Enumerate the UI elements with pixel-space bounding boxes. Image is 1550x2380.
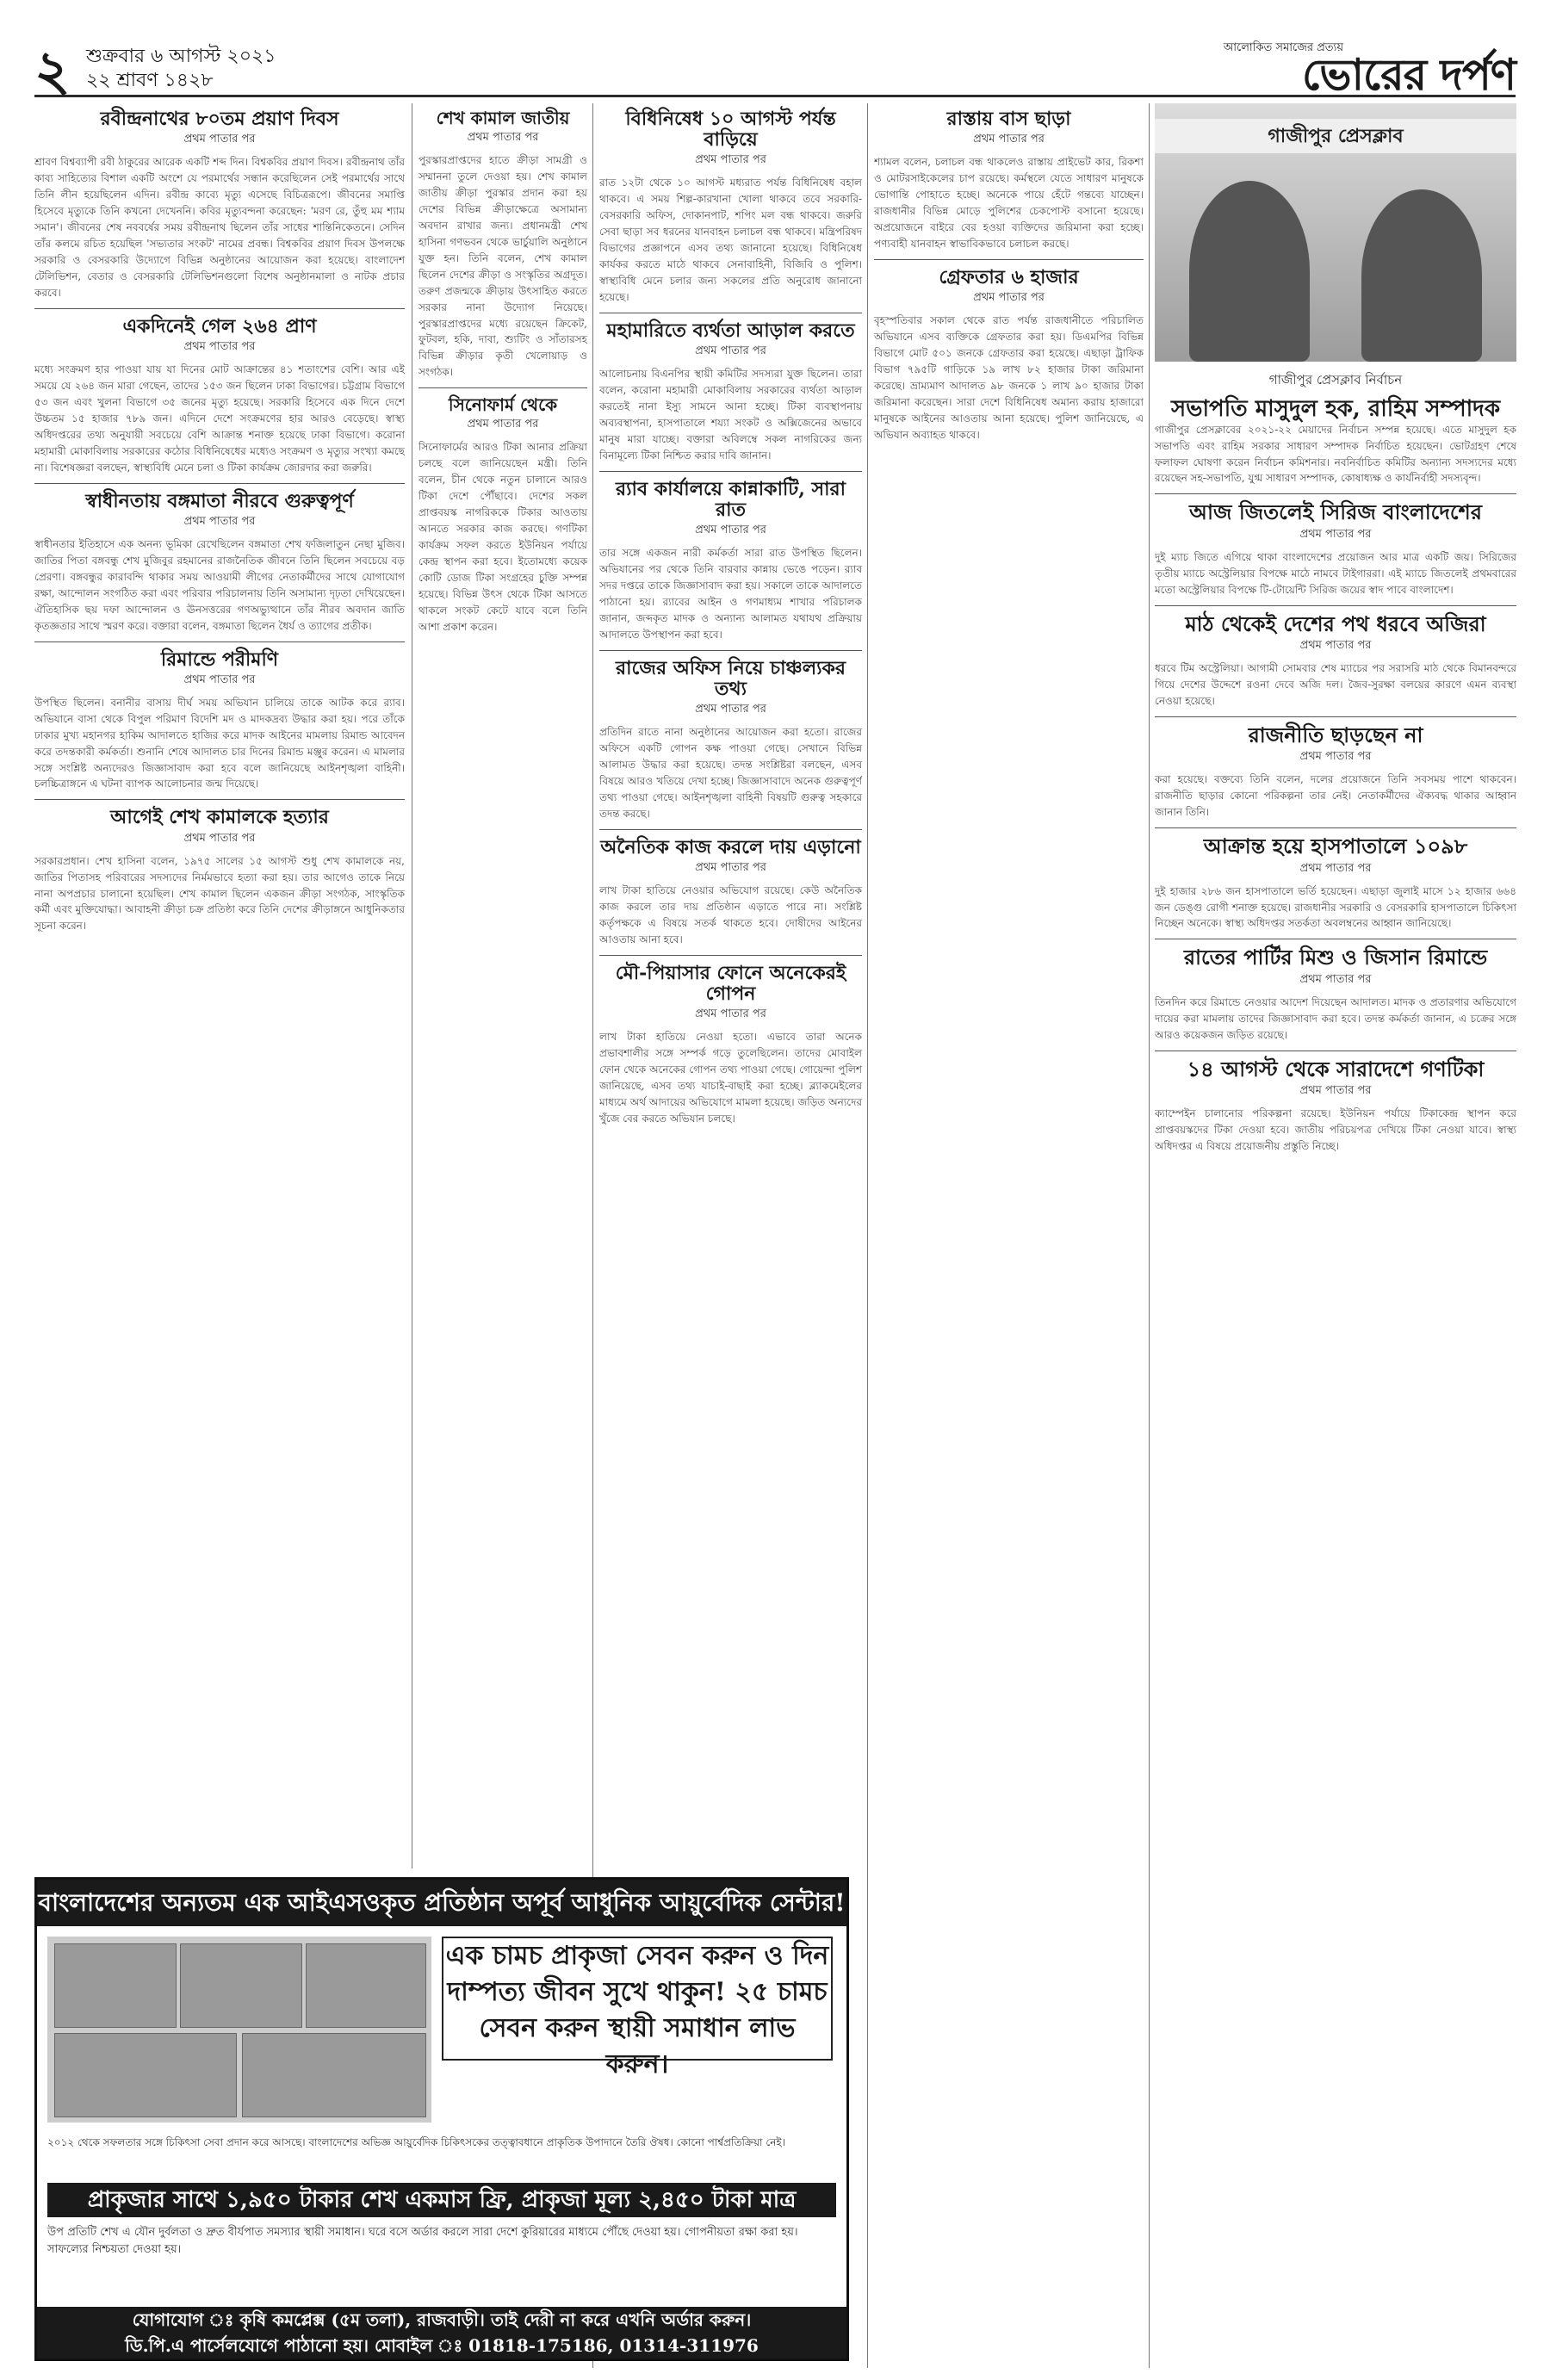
article-body: প্রতিদিন রাতে নানা অনুষ্ঠানের আয়োজন করা হতো। রাজের অফিসে একটি গোপন কক্ষ পাওয়া গেছে। সেখানে বিভিন্ন আলামত উদ্ধার করা হয়েছে। তদন্ত সংশ্লিষ্টরা বলছেন, এসব বিষয়ে আরও খতিয়ে দেখা হচ্ছে। জিজ্ঞাসাবাদে অনেক গুরুত্বপূর্ণ তথ্য পাওয়া গেছে। আইনশৃঙ্খলা বাহিনী বিষয়টি গুরুত্ব সহকারে তদন্ত করছে।: [599, 726, 862, 821]
divider: [34, 641, 405, 642]
divider: [1155, 716, 1516, 717]
article-body: বৃহস্পতিবার সকাল থেকে রাত পর্যন্ত রাজধানীতে পরিচালিত অভিযানে এসব ব্যক্তিকে গ্রেফতার করা হয়। ডিএমপির বিভিন্ন বিভাগে মোট ৫০১ জনকে গ্রেফতার করা হয়েছে। এছাড়া ট্রাফিক বিভাগ ৭৯৫টি গাড়িকে ১৯ লাখ ৮২ হাজার টাকা জরিমানা করেছে। ভ্রাম্যমাণ আদালত ৯৮ জনকে ১ লাখ ৯০ হাজার টাকা জরিমানা করেছেন। সারা দেশে বিধিনিষেধ অমান্য করায় হাজারো মানুষকে আইনের আওতায় আনা হয়েছে। পুলিশ জানিয়েছে, এ অভিযান অব্যাহত থাকবে।: [874, 314, 1144, 441]
date-gregorian: শুক্রবার ৬ আগস্ট ২০২১: [86, 46, 276, 67]
headline-aussies: মাঠ থেকেই দেশের পথ ধরবে অজিরা: [1185, 610, 1486, 636]
continued-label: প্রথম পাতার পর: [183, 831, 256, 845]
headline-remand: রিমান্ডে পরীমণি: [160, 648, 279, 671]
newspaper-logo: ভোরের দর্পণ: [1302, 49, 1516, 100]
photo-banner: গাজীপুর প্রেসক্লাব: [1155, 119, 1516, 153]
article-body: ধরবে টিম অস্ট্রেলিয়া। আগামী সোমবার শেষ ম্যাচের পর সরাসরি মাঠ থেকে বিমানবন্দরে গিয়ে দেশের উদ্দেশে রওনা দেবে অজি দল। জৈব-সুরক্ষা বলয়ের কারণে এমন ব্যবস্থা নেওয়া হয়েছে।: [1155, 662, 1516, 707]
headline-arrests: গ্রেফতার ৬ হাজার: [939, 265, 1079, 288]
divider: [599, 471, 862, 472]
divider: [34, 483, 405, 484]
continued-label: প্রথম পাতার পর: [695, 153, 766, 167]
article-body: মধ্যে সংক্রমণ হার পাওয়া যায় যা দিনের মোট আক্রান্তের ৪১ শতাংশের বেশি। আর এই সময়ে যে ২৬৪ জন মারা গেছেন, তাদের ১৫৩ জন ছিলেন ঢাকা বিভাগের। চট্টগ্রাম বিভাগে ৫৩ জন এবং খুলনা বিভাগে ৩৫ জনের মৃত্যু হয়েছে। সরকারি হিসেবে এক দিনে দেশে উচ্চতম ১৫ হাজার ৭৮৯ জন। এদিনে দেশে সংক্রমণের হার আরও বেড়েছে। স্বাস্থ্য অধিদপ্তরের তথ্য অনুযায়ী সবচেয়ে বেশি আক্রান্ত শনাক্ত হয়েছে ঢাকা বিভাগে। করোনা মহামারী মোকাবিলায় সরকারের কঠোর বিধিনিষেধের মধ্যেও সংক্রমণ ও মৃত্যুর সংখ্যা কমছে না। বিশেষজ্ঞরা বলছেন, স্বাস্থ্যবিধি মেনে চলা ও টিকা কার্যক্রম জোরদার করা জরুরি।: [34, 363, 405, 474]
article-body: ক্যাম্পেইন চালানোর পরিকল্পনা রয়েছে। ইউনিয়ন পর্যায়ে টিকাকেন্দ্র স্থাপন করে প্রাপ্তবয়স্কদের টিকা দেওয়া হবে। জাতীয় পরিচয়পত্র দেখিয়ে টিকা নেওয়া যাবে। স্বাস্থ্য অধিদপ্তর এ বিষয়ে প্রয়োজনীয় প্রস্তুতি নিচ্ছে।: [1155, 1107, 1516, 1152]
continued-label: প্রথম পাতার পর: [1299, 861, 1372, 875]
continued-label: প্রথম পাতার পর: [183, 133, 256, 146]
divider: [599, 955, 862, 956]
headline-sinopharm: সিনোফার্ম থেকে: [448, 394, 558, 416]
continued-label: প্রথম পাতার পর: [467, 131, 539, 144]
ad-details: উপ প্রতিটি শেখ এ যৌন দুর্বলতা ও দ্রুত বীর্যপাত সমস্যার স্থায়ী সমাধান। ঘরে বসে অর্ডার করলে সারা দেশে কুরিয়ারের মাধ্যমে পৌঁছে দেওয়া হয়। গোপনীয়তা রক্ষা করা হয়। সাফল্যের নিশ্চয়তা দেওয়া হয়।: [47, 2226, 798, 2257]
person-silhouette: [1361, 189, 1482, 362]
ayurvedic-advertisement: [34, 1877, 849, 2361]
headline-press-club: সভাপতি মাসুদুল হক, রাহিম সম্পাদক: [1170, 396, 1501, 422]
headline-tagore: রবীন্দ্রনাথের ৮০তম প্রয়াণ দিবস: [100, 108, 339, 130]
continued-label: প্রথম পাতার পর: [973, 133, 1045, 146]
headline-rab: র‍্যাব কার্যালয়ে কান্নাকাটি, সারা রাত: [616, 477, 846, 522]
article-body: সরকারপ্রধান। শেখ হাসিনা বলেন, ১৯৭৫ সালের ১৫ আগস্ট শুধু শেখ কামালকে নয়, জাতির পিতাসহ পরিবারের সদস্যদের নির্মমভাবে হত্যা করা হয়। তার আগেও তাকে নিয়ে নানা অপপ্রচার চালানো হয়েছিল। শেখ কামাল ছিলেন একজন ক্রীড়া সংগঠক, সাংস্কৃতিক কর্মী এবং মুক্তিযোদ্ধা। আবাহনী ক্রীড়া চক্র প্রতিষ্ঠা করে তিনি দেশের ক্রীড়াঙ্গনে আধুনিকতার সূচনা করেন।: [34, 854, 405, 933]
article-body: করা হয়েছে। বক্তব্যে তিনি বলেন, দলের প্রয়োজনে তিনি সবসময় পাশে থাকবেন। রাজনীতি ছাড়ার কোনো পরিকল্পনা তার নেই। নেতাকর্মীদের ঐক্যবদ্ধ থাকার আহ্বান জানান তিনি।: [1155, 773, 1516, 819]
headline-unethical: অনৈতিক কাজ করলে দায় এড়ানো: [600, 836, 861, 859]
article-body: তিনদিন করে রিমান্ডে নেওয়ার আদেশ দিয়েছেন আদালত। মাদক ও প্রতারণার অভিযোগে দায়ের করা মামলায় তাদের জিজ্ঞাসাবাদ করা হবে। তদন্ত কর্মকর্তা জানান, এ চক্রের সঙ্গে আরও কয়েকজন জড়িত রয়েছে।: [1155, 995, 1516, 1041]
headline-hospital: আক্রান্ত হয়ে হাসপাতালে ১০৯৮: [1203, 834, 1468, 859]
ad-price-banner: প্রাকৃজার সাথে ১,৯৫০ টাকার শেখ একমাস ফ্রি, প্রাকৃজা মূল্য ২,৪৫০ টাকা মাত্র: [47, 2183, 836, 2217]
ad-photo: [242, 2033, 426, 2117]
continued-label: প্রথম পাতার পর: [695, 524, 766, 537]
continued-label: প্রথম পাতার পর: [183, 339, 256, 353]
continued-label: প্রথম পাতার পর: [183, 672, 256, 686]
continued-label: প্রথম পাতার পর: [973, 291, 1045, 305]
column-rule: [867, 103, 868, 2368]
ad-address: যোগাযোগ ঃ কৃষি কমপ্লেক্স (৫ম তলা), রাজবাড়ী। তাই দেরী না করে এখনি অর্ডার করুন।: [132, 2309, 752, 2330]
column-2: [418, 103, 587, 1869]
divider: [599, 650, 862, 651]
article-body: দুই ম্যাচ জিতে এগিয়ে থাকা বাংলাদেশের প্রয়োজন আর মাত্র একটি জয়। সিরিজের তৃতীয় ম্যাচে অস্ট্রেলিয়ার বিপক্ষে মাঠে নামবে টাইগাররা। এই ম্যাচে জিতলেই প্রথমবারের মতো অস্ট্রেলিয়ার বিপক্ষে টি-টোয়েন্টি সিরিজ জয়ের স্বাদ পাবে বাংলাদেশ।: [1155, 550, 1516, 596]
ad-photo: [180, 1943, 302, 2028]
headline-party-remand: রাতের পার্টির মিশু ও জিসান রিমান্ডে: [1183, 945, 1488, 970]
ad-headline: বাংলাদেশের অন্যতম এক আইএসওকৃত প্রতিষ্ঠান অপূর্ব আধুনিক আয়ুর্বেদিক সেন্টার!: [37, 1880, 846, 1926]
headline-series: আজ জিতলেই সিরিজ বাংলাদেশের: [1189, 499, 1482, 525]
article-body: গাজীপুর প্রেসক্লাবের ২০২১-২২ মেয়াদের নির্বাচন সম্পন্ন হয়েছে। এতে মাসুদুল হক সভাপতি এবং রাহিম সরকার সাধারণ সম্পাদক নির্বাচিত হয়েছেন। ভোটগ্রহণ শেষে ফলাফল ঘোষণা করেন নির্বাচন কমিশনার। নবনির্বাচিত কমিটির অন্যান্য সদস্যদের মধ্যে রয়েছেন সহ-সভাপতি, যুগ্ম সাধারণ সম্পাদক, কোষাধ্যক্ষ ও কার্যনির্বাহী সদস্যবৃন্দ।: [1155, 423, 1516, 485]
date-bangla: ২২ শ্রাবণ ১৪২৮: [86, 70, 214, 91]
article-body: সিনোফার্মের আরও টিকা আনার প্রক্রিয়া চলছে বলে জানিয়েছেন মন্ত্রী। তিনি বলেন, চীন থেকে নতুন চালানে আরও টিকা দেশে পৌঁছাবে। দেশের সকল প্রাপ্তবয়স্ক নাগরিককে টিকার আওতায় আনতে সরকার কাজ করছে। গণটিকা কার্যক্রম সফল করতে ইউনিয়ন পর্যায়ে কেন্দ্র স্থাপন করা হবে। ইতোমধ্যে কয়েক কোটি ডোজ টিকা সংগ্রহের চুক্তি সম্পন্ন হয়েছে। বিভিন্ন উৎস থেকে টিকা আসতে থাকলে সংকট কেটে যাবে বলে তিনি আশা প্রকাশ করেন।: [418, 441, 587, 633]
headline-mou-piyasa: মৌ-পিয়াসার ফোনে অনেকেরই গোপন: [615, 962, 846, 1006]
continued-label: প্রথম পাতার পর: [1299, 1084, 1372, 1098]
photo-caption: গাজীপুর প্রেসক্লাব নির্বাচন: [1268, 372, 1403, 387]
page-number: ২: [34, 39, 71, 103]
continued-label: প্রথম পাতার পর: [695, 1007, 766, 1021]
article-body: রাত ১২টা থেকে ১০ আগস্ট মধ্যরাত পর্যন্ত বিধিনিষেধ বহাল থাকবে। এ সময় শিল্প-কারখানা খোলা থাকবে তবে সরকারি-বেসরকারি অফিস, দোকানপাট, শপিং মল বন্ধ থাকবে। জরুরি সেবা ছাড়া সব ধরনের যানবাহন চলাচল বন্ধ থাকবে। মন্ত্রিপরিষদ বিভাগের প্রজ্ঞাপনে এসব তথ্য জানানো হয়েছে। বিধিনিষেধ কার্যকর করতে মাঠে থাকবে সেনাবাহিনী, বিজিবি ও পুলিশ। স্বাস্থ্যবিধি মেনে চলার জন্য সকলের প্রতি অনুরোধ জানানো হয়েছে।: [599, 177, 862, 304]
continued-label: প্রথম পাতার পর: [467, 418, 539, 431]
ad-contact: [37, 2307, 846, 2358]
page-header: [34, 34, 1516, 103]
article-body: পুরস্কারপ্রাপ্তদের হাতে ক্রীড়া সামগ্রী ও সম্মাননা তুলে দেওয়া হয়। শেখ কামাল জাতীয় ক্রীড়া পুরস্কার প্রদান করা হয় দেশের বিভিন্ন ক্রীড়াক্ষেত্রে অসামান্য অবদান রাখার জন্য। প্রধানমন্ত্রী শেখ হাসিনা গণভবন থেকে ভার্চুয়ালি অনুষ্ঠানে যুক্ত হন। তিনি বলেন, শেখ কামাল ছিলেন দেশের ক্রীড়া ও সংস্কৃতির অগ্রদূত। তরুণ প্রজন্মকে ক্রীড়ায় উৎসাহিত করতে সরকার নানা উদ্যোগ নিয়েছে। পুরস্কারপ্রাপ্তদের মধ্যে রয়েছেন ক্রিকেট, ফুটবল, হকি, দাবা, শ্যুটিং ও সাঁতারসহ বিভিন্ন ক্রীড়ার কৃতী খেলোয়াড় ও সংগঠক।: [418, 154, 587, 379]
continued-label: প্রথম পাতার পর: [695, 703, 766, 716]
person-silhouette: [1189, 181, 1310, 362]
continued-label: প্রথম পাতার পর: [1299, 750, 1372, 764]
ad-phone: ডি.পি.এ পার্সেলযোগে পাঠানো হয়। মোবাইল ঃ 01818-175186, 01314-311976: [125, 2335, 759, 2356]
continued-label: প্রথম পাতার পর: [695, 344, 766, 358]
headline-restrictions: বিধিনিষেধ ১০ আগস্ট পর্যন্ত বাড়িয়ে: [625, 108, 836, 152]
article-body: শ্যামল বলেন, চলাচল বন্ধ থাকলেও রাস্তায় প্রাইভেট কার, রিকশা ও মোটরসাইকেলের চাপ রয়েছে। কর্মস্থলে যেতে সাধারণ মানুষকে ভোগান্তি পোহাতে হচ্ছে। অনেকে পায়ে হেঁটে গন্তব্যে যাচ্ছেন। রাজধানীর বিভিন্ন মোড়ে পুলিশের চেকপোস্ট বসানো হয়েছে। অপ্রয়োজনে বাইরে বের হওয়া ব্যক্তিদের জরিমানা করা হচ্ছে। পণ্যবাহী যানবাহন স্বাভাবিকভাবে চলাচল করছে।: [874, 156, 1144, 250]
column-5: [1155, 369, 1516, 2368]
headline-deaths: একদিনেই গেল ২৬৪ প্রাণ: [122, 314, 317, 338]
divider: [418, 387, 587, 388]
article-body: দুই হাজার ২৮৬ জন হাসপাতালে ভর্তি হয়েছেন। এছাড়া জুলাই মাসে ১২ হাজার ৬৬৪ জন ডেঙ্গু রোগী শনাক্ত হয়েছে। রাজধানীর সরকারি ও বেসরকারি হাসপাতালে চিকিৎসা নিচ্ছেন অনেকে। স্বাস্থ্য অধিদপ্তর সতর্কতা অবলম্বনের আহ্বান জানিয়েছে।: [1155, 884, 1516, 930]
divider: [34, 799, 405, 800]
ad-photo: [306, 1943, 426, 2028]
article-body: লাখ টাকা হাতিয়ে নেওয়া হতো। এভাবে তারা অনেক প্রভাবশালীর সঙ্গে সম্পর্ক গড়ে তুলেছিলেন। তাদের মোবাইল ফোন থেকে অনেকের গোপন তথ্য পাওয়া গেছে। গোয়েন্দা পুলিশ জানিয়েছে, এসব তথ্য যাচাই-বাছাই করা হচ্ছে। ব্ল্যাকমেইলের মাধ্যমে অর্থ আদায়ের অভিযোগে মামলা হয়েছে। জড়িত অন্যদের খুঁজে বের করতে অভিযান চলছে।: [599, 1031, 862, 1125]
press-club-photo: [1155, 103, 1516, 362]
ad-photo: [54, 1943, 177, 2028]
divider: [599, 829, 862, 830]
ad-photo-collage: [47, 1937, 431, 2123]
column-1: [34, 103, 405, 1869]
ad-photo: [54, 2033, 237, 2117]
headline-bus: রাস্তায় বাস ছাড়া: [946, 108, 1071, 130]
headline-bangamata: স্বাধীনতায় বঙ্গমাতা নীরবে গুরুত্বপূর্ণ: [85, 489, 354, 512]
ad-body: ২০১২ থেকে সফলতার সঙ্গে চিকিৎসা সেবা প্রদান করে আসছে। বাংলাদেশের অভিজ্ঞ আয়ুর্বেদিক চিকিৎসকের তত্ত্বাবধানে প্রাকৃতিক উপাদানে তৈরি ঔষধ। কোনো পার্শ্বপ্রতিক্রিয়া নেই।: [47, 2136, 785, 2148]
divider: [1155, 605, 1516, 606]
headline-pandemic: মহামারিতে ব্যর্থতা আড়াল করতে: [606, 319, 855, 342]
continued-label: প্রথম পাতার পর: [695, 861, 766, 875]
column-4: [874, 103, 1144, 2368]
headline-mass-vaccination: ১৪ আগস্ট থেকে সারাদেশে গণটিকা: [1187, 1056, 1485, 1082]
headline-sports-award: শেখ কামাল জাতীয়: [436, 108, 570, 128]
headline-politics: রাজনীতি ছাড়ছেন না: [1248, 722, 1423, 747]
logo-tagline: আলোকিত সমাজের প্রত্যয়: [1223, 41, 1343, 54]
article-body: শ্রাবণ বিশ্বব্যাপী রবী ঠাকুরের আরেক একটি শব্দ দিন। বিশ্বকবির প্রয়াণ দিবস। রবীন্দ্রনাথ তাঁর কাব্য সাহিত্যের বিশাল একটি অংশে যে পরমার্থের সন্ধান করেছিলেন সেই পরমার্থের সাথে তিনি লীন হয়েছিলেন এদিন। রবীন্দ্র কাব্যে মৃত্যু এসেছে বিচিত্ররূপে। জীবনের সমাপ্তি হিসেবে মৃত্যুকে তিনি কখনো দেখেননি। কবির মৃত্যুবন্দনা করেছেন: 'মরণ রে, তুঁহু মম শ্যাম সমান'। জীবনের শেষ নববর্ষের সময় রবীন্দ্রনাথ ছিলেন তাঁর সাধের শান্তিনিকেতনে। সেদিন তাঁর কলমে রচিত হয়েছিল 'সভ্যতার সংকট' নামের প্রবন্ধ। বিশ্বকবির প্রয়াণ দিবস উপলক্ষে সরকারি ও বেসরকারি উদ্যোগে বিভিন্ন অনুষ্ঠানের আয়োজন করা হয়েছে। বাংলাদেশ টেলিভিশন, বেতার ও বেসরকারি টেলিভিশনগুলো বিশেষ অনুষ্ঠানমালা ও নাটক প্রচার করবে।: [34, 156, 405, 299]
continued-label: প্রথম পাতার পর: [183, 514, 256, 528]
divider: [1155, 827, 1516, 828]
article-body: স্বাধীনতার ইতিহাসে এক অনন্য ভূমিকা রেখেছিলেন বঙ্গমাতা শেখ ফজিলাতুন নেছা মুজিব। জাতির পিতা বঙ্গবন্ধু শেখ মুজিবুর রহমানের রাজনৈতিক জীবনে তিনি ছিলেন সবচেয়ে বড় প্রেরণা। বঙ্গবন্ধুর কারাবন্দি থাকার সময় আওয়ামী লীগের নেতাকর্মীদের সাথে যোগাযোগ রক্ষা, আন্দোলন সংগঠিত করা এবং পরিবার পরিচালনায় তিনি অসামান্য দৃঢ়তা দেখিয়েছেন। ঐতিহাসিক ছয় দফা আন্দোলন ও ঊনসত্তরের গণঅভ্যুত্থানে তাঁর নীরব অবদান জাতি কৃতজ্ঞতার সাথে স্মরণ করে। বক্তারা বলেন, বঙ্গমাতা ছিলেন ধৈর্য ও ত্যাগের প্রতীক।: [34, 537, 405, 632]
divider: [1155, 493, 1516, 494]
headline-raj-office: রাজের অফিস নিয়ে চাঞ্চল্যকর তথ্য: [615, 657, 846, 701]
ad-offer: এক চামচ প্রাকৃজা সেবন করুন ও দিন দাম্পত্য জীবন সুখে থাকুন! ২৫ চামচ সেবন করুন স্থায়ী সমাধান লাভ করুন।: [442, 1937, 833, 2061]
article-body: তার সঙ্গে একজন নারী কর্মকর্তা সারা রাত উপস্থিত ছিলেন। অভিযানের পর থেকে তিনি বারবার কান্নায় ভেঙে পড়েন। র‍্যাব সদর দপ্তরে তাকে জিজ্ঞাসাবাদ করা হয়। সকালে তাকে আদালতে পাঠানো হয়। র‍্যাবের আইন ও গণমাধ্যম শাখার পরিচালক জানান, জব্দকৃত মাদক ও অন্যান্য আলামত যথাযথ প্রক্রিয়ায় আদালতে উপস্থাপন করা হবে।: [599, 547, 862, 641]
headline-sheikh-kamal: আগেই শেখ কামালকে হত্যার: [110, 806, 329, 829]
article-body: আলোচনায় বিএনপির স্থায়ী কমিটির সদস্যরা যুক্ত ছিলেন। তারা বলেন, করোনা মহামারী মোকাবিলায় সরকারের ব্যর্থতা আড়াল করতেই নানা ইস্যু সামনে আনা হচ্ছে। টিকা ব্যবস্থাপনায় অব্যবস্থাপনা, হাসপাতালে শয্যা সংকট ও অক্সিজেনের অভাবে মানুষ মারা যাচ্ছে। বক্তারা অবিলম্বে সকল নাগরিকের জন্য বিনামূল্যে টিকা নিশ্চিত করার দাবি জানান।: [599, 368, 862, 462]
column-rule: [1149, 103, 1150, 2368]
article-body: উপস্থিত ছিলেন। বনানীর বাসায় দীর্ঘ সময় অভিযান চালিয়ে তাকে আটক করে র‍্যাব। অভিযানে বাসা থেকে বিপুল পরিমাণ বিদেশি মদ ও মাদকদ্রব্য উদ্ধার করা হয়। পরে তাঁকে ঢাকার মুখ্য মহানগর হাকিম আদালতে হাজির করে মাদক আইনের মামলায় রিমান্ড আবেদন করে তদন্তকারী কর্মকর্তা। শুনানি শেষে আদালত চার দিনের রিমান্ড মঞ্জুর করেন। এ মামলার সঙ্গে সংশ্লিষ্ট অন্যদেরও জিজ্ঞাসাবাদ করা হবে বলে জানিয়েছে আইনশৃঙ্খলা বাহিনী। চলচ্চিত্রাঙ্গনে এ ঘটনা ব্যাপক আলোচনার জন্ম দিয়েছে।: [34, 696, 405, 790]
divider: [874, 259, 1144, 260]
divider: [34, 308, 405, 309]
continued-label: প্রথম পাতার পর: [1299, 972, 1372, 986]
article-body: লাখ টাকা হাতিয়ে নেওয়ার অভিযোগ রয়েছে। কেউ অনৈতিক কাজ করলে তার দায় প্রতিষ্ঠান এড়াতে পারে না। সংশ্লিষ্ট কর্তৃপক্ষকে এ বিষয়ে সতর্ক থাকতে হবে। দোষীদের আইনের আওতায় আনা হবে।: [599, 884, 862, 946]
continued-label: প্রথম পাতার পর: [1299, 639, 1372, 653]
continued-label: প্রথম পাতার পর: [1299, 527, 1372, 541]
